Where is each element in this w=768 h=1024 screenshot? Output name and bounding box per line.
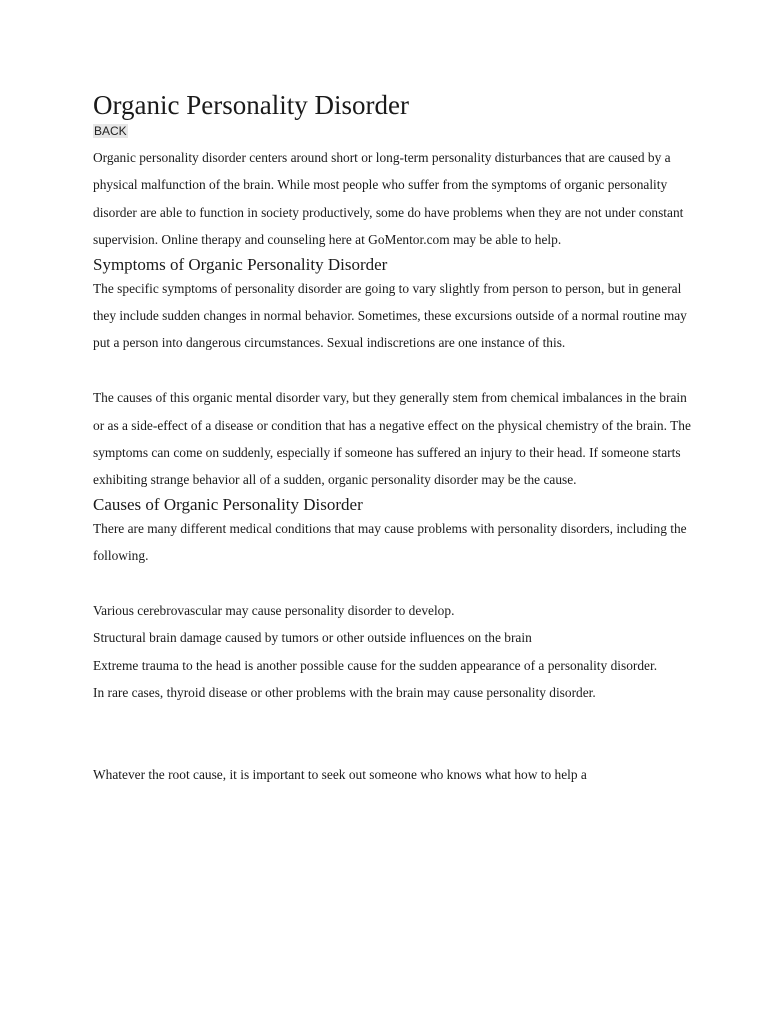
closing-paragraph: Whatever the root cause, it is important to seek out someone who knows what how to help a	[93, 767, 587, 783]
causes-intro-paragraph: There are many different medical conditions that may cause problems with personality disorders, including the following.	[93, 520, 687, 564]
causes-list-item: Structural brain damage caused by tumors or other outside influences on the brain	[93, 630, 532, 646]
paragraph-spacer	[93, 570, 693, 597]
causes-heading: Causes of Organic Personality Disorder	[93, 494, 363, 514]
document-page	[93, 88, 693, 789]
paragraph-spacer	[93, 707, 693, 762]
page-title: Organic Personality Disorder	[93, 90, 409, 120]
symptoms-heading: Symptoms of Organic Personality Disorder	[93, 254, 388, 274]
back-link[interactable]: BACK	[94, 124, 127, 138]
symptoms-paragraph-1: The specific symptoms of personality disorder are going to vary slightly from person to person, but in general they include sudden changes in normal behavior. Sometimes, these excursions outside of a normal routine may put a person into dangerous circumstances. Sexual indiscretions are one instance of this.	[93, 280, 687, 351]
paragraph-spacer	[93, 357, 693, 384]
symptoms-paragraph-2: The causes of this organic mental disorder vary, but they generally stem from chemical imbalances in the brain or as a side-effect of a disease or condition that has a negative effect on the physical chemistry of the brain. The symptoms can come on suddenly, especially if someone has suffered an injury to their head. If someone starts exhibiting strange behavior all of a sudden, organic personality disorder may be the cause.	[93, 390, 691, 488]
causes-list-item: Various cerebrovascular may cause personality disorder to develop.	[93, 603, 455, 619]
causes-list-item: In rare cases, thyroid disease or other problems with the brain may cause personality disorder.	[93, 685, 596, 701]
intro-paragraph: Organic personality disorder centers around short or long-term personality disturbances that are caused by a physical malfunction of the brain. While most people who suffer from the symptoms of organic personality disorder are able to function in society productively, some do have problems when they are not under constant supervision. Online therapy and counseling here at GoMentor.com may be able to help.	[93, 150, 684, 248]
causes-list-item: Extreme trauma to the head is another possible cause for the sudden appearance of a personality disorder.	[93, 657, 658, 673]
